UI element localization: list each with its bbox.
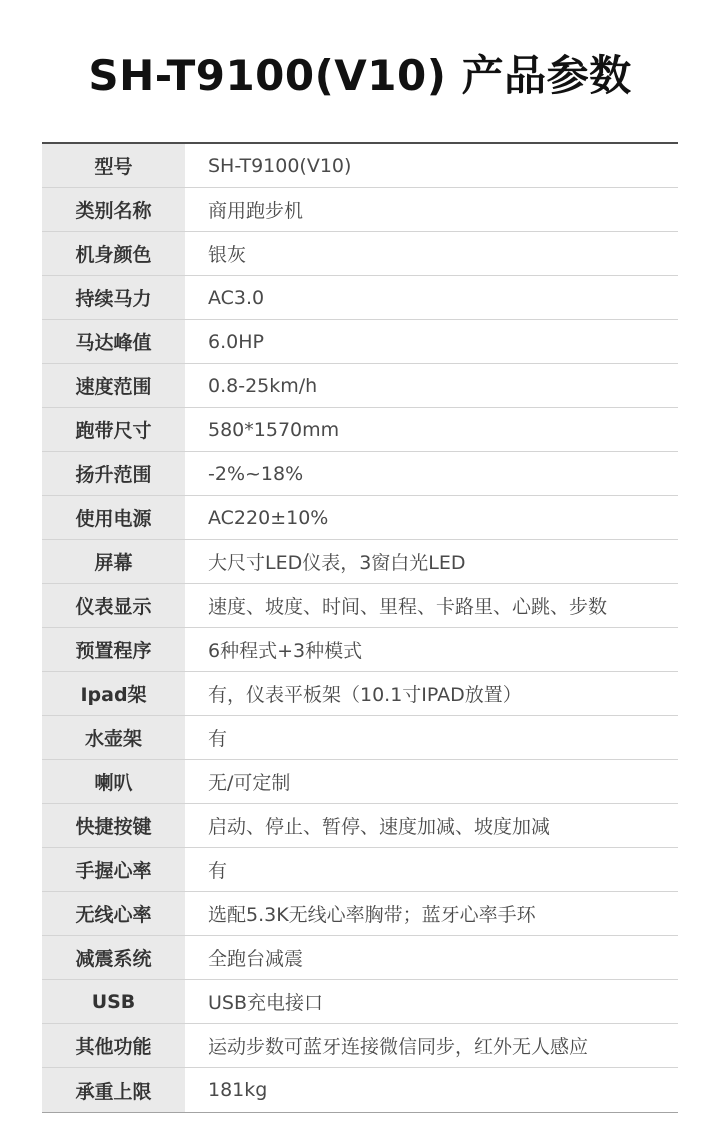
spec-label: 持续马力 xyxy=(42,276,185,319)
spec-value: 运动步数可蓝牙连接微信同步，红外无人感应 xyxy=(208,1036,589,1058)
table-row xyxy=(42,584,678,628)
spec-label: 速度范围 xyxy=(42,364,185,407)
spec-label: 承重上限 xyxy=(42,1068,185,1112)
table-row xyxy=(42,276,678,320)
spec-value: 580*1570mm xyxy=(208,418,340,441)
spec-label: 使用电源 xyxy=(42,496,185,539)
spec-value: 银灰 xyxy=(208,244,247,266)
table-row xyxy=(42,848,678,892)
table-row xyxy=(42,760,678,804)
table-row xyxy=(42,188,678,232)
spec-table xyxy=(42,142,678,1113)
spec-label: 快捷按键 xyxy=(42,804,185,847)
table-row xyxy=(42,628,678,672)
table-row xyxy=(42,364,678,408)
spec-label: USB xyxy=(42,980,185,1023)
spec-label: 手握心率 xyxy=(42,848,185,891)
table-row xyxy=(42,496,678,540)
spec-label: 仪表显示 xyxy=(42,584,185,627)
table-row xyxy=(42,144,678,188)
table-row xyxy=(42,1068,678,1112)
page-title: SH-T9100(V10) 产品参数 xyxy=(88,51,632,100)
spec-value: 无/可定制 xyxy=(208,772,291,794)
table-row xyxy=(42,408,678,452)
spec-value: 0.8-25km/h xyxy=(208,374,318,397)
table-row xyxy=(42,672,678,716)
spec-label: 跑带尺寸 xyxy=(42,408,185,451)
table-row xyxy=(42,804,678,848)
table-row xyxy=(42,232,678,276)
spec-value: 6种程式+3种模式 xyxy=(208,640,363,662)
spec-label: 扬升范围 xyxy=(42,452,185,495)
spec-label: 无线心率 xyxy=(42,892,185,935)
spec-label: 机身颜色 xyxy=(42,232,185,275)
spec-value: AC3.0 xyxy=(208,286,265,309)
spec-label: 其他功能 xyxy=(42,1024,185,1067)
table-row xyxy=(42,540,678,584)
spec-value: 6.0HP xyxy=(208,330,264,353)
spec-value: 商用跑步机 xyxy=(208,200,304,222)
table-row xyxy=(42,452,678,496)
spec-value: 有 xyxy=(208,860,228,882)
table-row xyxy=(42,936,678,980)
spec-value: 大尺寸LED仪表，3窗白光LED xyxy=(208,552,466,574)
spec-value: 启动、停止、暂停、速度加减、坡度加减 xyxy=(208,816,551,838)
spec-label: 喇叭 xyxy=(42,760,185,803)
spec-label: 预置程序 xyxy=(42,628,185,671)
spec-label: 型号 xyxy=(42,144,185,187)
spec-label: 减震系统 xyxy=(42,936,185,979)
spec-label: 马达峰值 xyxy=(42,320,185,363)
spec-value: SH-T9100(V10) xyxy=(208,154,352,177)
table-row xyxy=(42,892,678,936)
spec-label: 屏幕 xyxy=(42,540,185,583)
spec-label: 水壶架 xyxy=(42,716,185,759)
table-row xyxy=(42,716,678,760)
spec-label: Ipad架 xyxy=(42,672,185,715)
spec-value: -2%~18% xyxy=(208,462,304,485)
spec-label: 类别名称 xyxy=(42,188,185,231)
table-row xyxy=(42,980,678,1024)
spec-value: 181kg xyxy=(208,1079,268,1101)
spec-value: 选配5.3K无线心率胸带；蓝牙心率手环 xyxy=(208,904,536,926)
table-row xyxy=(42,1024,678,1068)
spec-value: 有，仪表平板架（10.1寸IPAD放置） xyxy=(208,684,522,706)
spec-value: USB充电接口 xyxy=(208,992,324,1014)
spec-value: 有 xyxy=(208,728,228,750)
table-row xyxy=(42,320,678,364)
spec-value: AC220±10% xyxy=(208,506,329,529)
spec-value: 全跑台减震 xyxy=(208,948,304,970)
spec-value: 速度、坡度、时间、里程、卡路里、心跳、步数 xyxy=(208,596,608,618)
